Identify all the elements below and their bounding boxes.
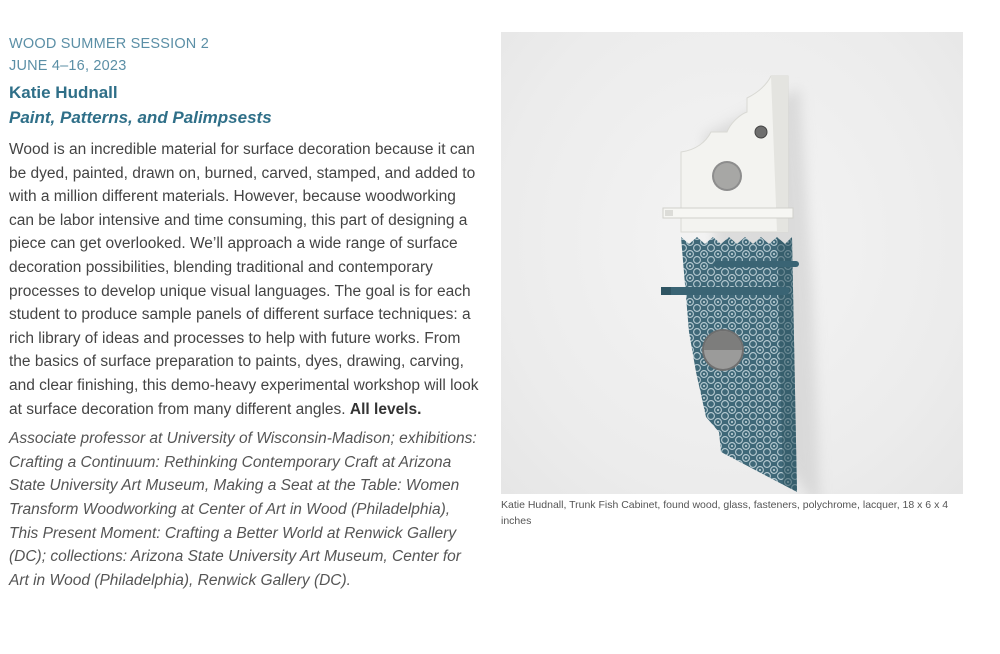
course-info [9, 33, 479, 592]
course-level: All levels. [349, 400, 422, 418]
artwork-figure [501, 32, 963, 529]
course-description [9, 138, 479, 421]
session-name: WOOD SUMMER SESSION 2 [9, 36, 209, 52]
course-title: Paint, Patterns, and Palimpsests [9, 108, 272, 127]
course-description-text: Wood is an incredible material for surface decoration because it can be dyed, painted, drawn on, burned, carved, stamped, and added to with a million different materials. However, because woodworking can be labor intensive and time consuming, this part of designing a piece can get overlooked. We’ll approach a wide range of surface decoration possibilities, blending traditional and contemporary processes to develop unique visual languages. The goal is for each student to produce sample panels of different surface techniques: a rich library of ideas and processes to help with future works. From the basics of surface preparation to paints, dyes, drawing, carving, and clear finishing, this demo-heavy experimental workshop will look at surface decoration from many different angles. [9, 141, 479, 418]
instructor-bio: Associate professor at University of Wisconsin-Madison; exhibitions: Crafting a Continuum: Rethinking Contemporary Craft at Arizona State University Art Museum, Making a Seat at the Table: Women Transform Woodworking at Center of Art in Wood (Philadelphia), This Present Moment: Crafting a Better World at Renwick Gallery (DC); collections: Arizona State University Art Museum, Center for Art in Wood (Philadelphia), Renwick Gallery (DC). [9, 430, 477, 589]
instructor-name: Katie Hudnall [9, 83, 118, 102]
artwork-photo[interactable] [501, 32, 963, 494]
session-dates: JUNE 4–16, 2023 [9, 58, 127, 74]
artwork-caption: Katie Hudnall, Trunk Fish Cabinet, found wood, glass, fasteners, polychrome, lacquer, 18 x 6 x 4 inches [501, 499, 949, 527]
artwork-illustration [501, 32, 963, 494]
